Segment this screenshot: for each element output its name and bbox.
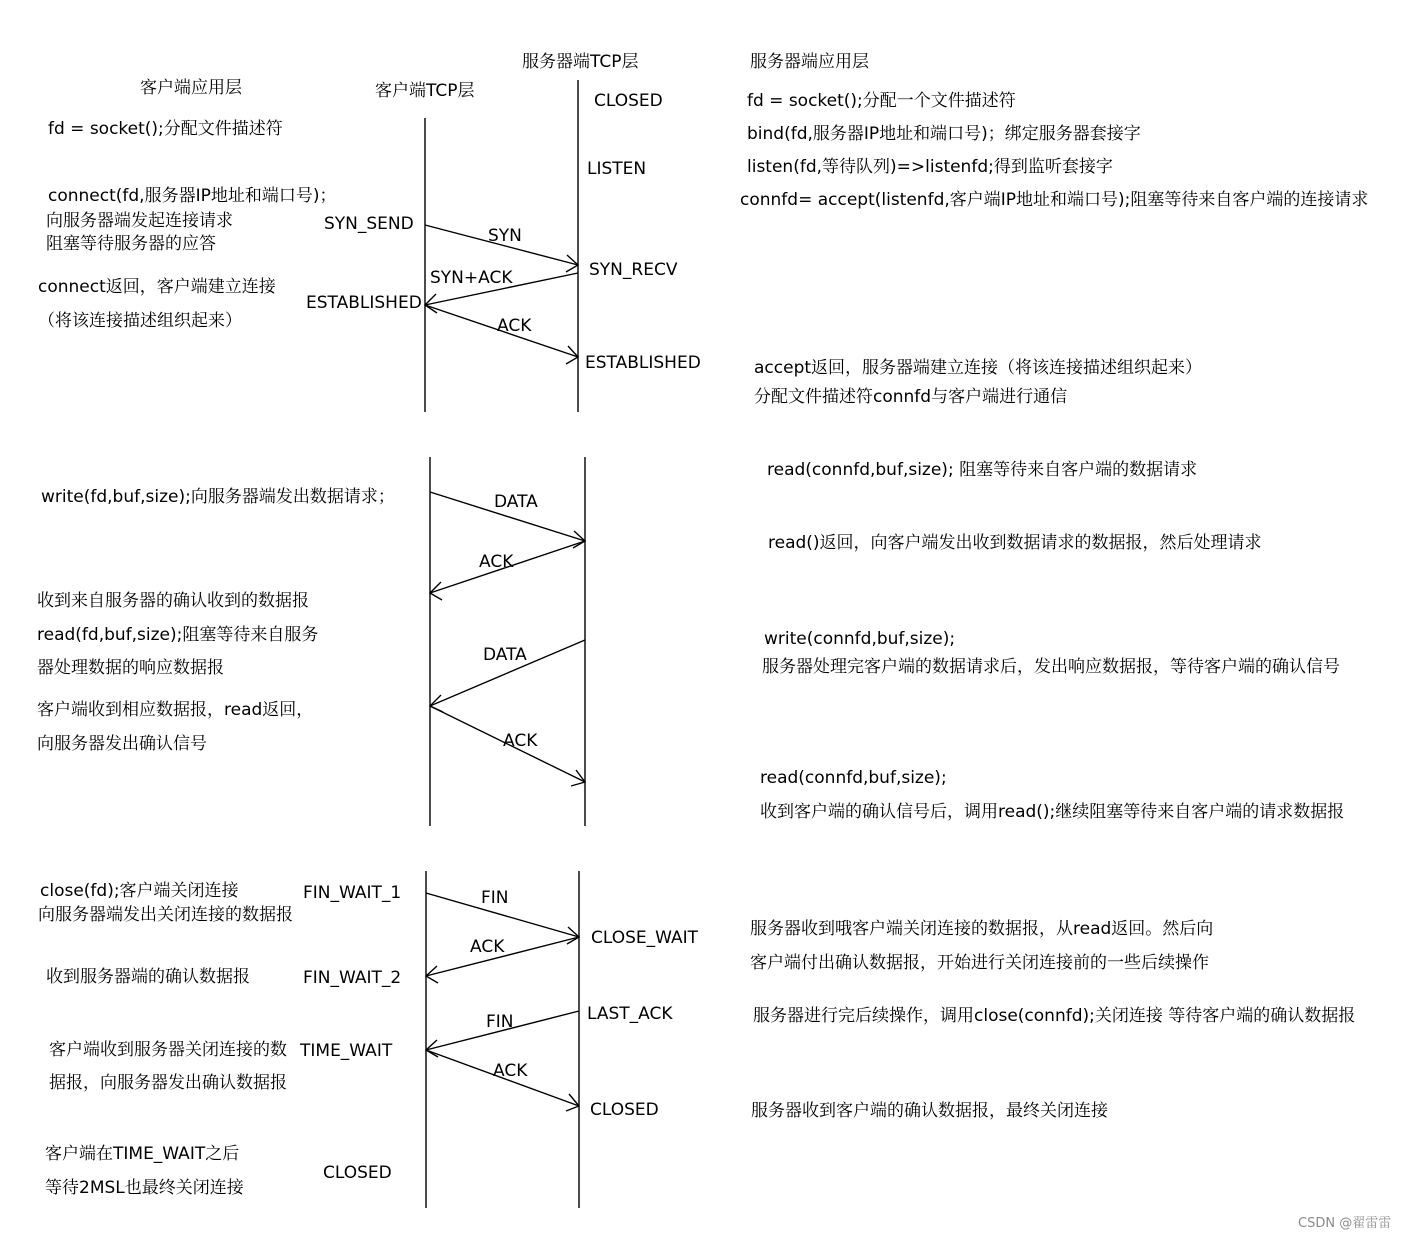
server-state-close-wait: CLOSE_WAIT bbox=[591, 928, 699, 948]
server-note-write: write(connfd,buf,size); bbox=[764, 629, 956, 649]
header-client-app: 客户端应用层 bbox=[140, 78, 242, 98]
client-note-read: read(fd,buf,size);阻塞等待来自服务 bbox=[37, 625, 319, 645]
client-note-read-return: 客户端收到相应数据报，read返回， bbox=[37, 700, 314, 720]
message-syn: SYN bbox=[488, 226, 522, 246]
header-server-app: 服务器端应用层 bbox=[750, 52, 869, 72]
client-state-time-wait: TIME_WAIT bbox=[300, 1041, 393, 1061]
header-client-tcp: 客户端TCP层 bbox=[375, 81, 475, 101]
message-ack-2: ACK bbox=[503, 731, 538, 751]
server-note-read-2-desc: 收到客户端的确认信号后，调用read();继续阻塞等待来自客户端的请求数据报 bbox=[760, 802, 1345, 822]
client-note-send-ack: 向服务器发出确认信号 bbox=[37, 734, 207, 754]
client-note-time-wait: 客户端在TIME_WAIT之后 bbox=[45, 1144, 240, 1164]
server-note-read-1: read(connfd,buf,size); 阻塞等待来自客户端的数据请求 bbox=[767, 460, 1198, 480]
client-state-syn-send: SYN_SEND bbox=[324, 214, 414, 234]
client-state-fin-wait-2: FIN_WAIT_2 bbox=[303, 968, 402, 988]
message-ack-4: ACK bbox=[493, 1061, 528, 1081]
client-note-read-cont: 器处理数据的响应数据报 bbox=[37, 658, 224, 678]
message-fin-2: FIN bbox=[486, 1012, 514, 1032]
server-note-received-fin: 服务器收到哦客户端关闭连接的数据报，从read返回。然后向 bbox=[750, 919, 1214, 939]
client-note-received-ack: 收到来自服务器的确认收到的数据报 bbox=[37, 591, 309, 611]
client-note-send-request: 向服务器端发起连接请求 bbox=[46, 211, 233, 231]
client-note-write: write(fd,buf,size);向服务器端发出数据请求； bbox=[41, 487, 395, 507]
server-state-closed: CLOSED bbox=[594, 91, 663, 111]
message-ack-1: ACK bbox=[479, 552, 514, 572]
client-note-received-ack-close: 收到服务器端的确认数据报 bbox=[46, 967, 250, 987]
client-note-connect-return: connect返回，客户端建立连接 bbox=[38, 277, 276, 297]
server-note-socket: fd = socket();分配一个文件描述符 bbox=[747, 91, 1016, 111]
client-note-socket: fd = socket();分配文件描述符 bbox=[48, 119, 283, 139]
server-state-last-ack: LAST_ACK bbox=[587, 1004, 673, 1024]
client-note-received-fin: 客户端收到服务器关闭连接的数 bbox=[49, 1040, 287, 1060]
client-note-send-ack-close: 据报，向服务器发出确认数据报 bbox=[49, 1073, 287, 1093]
server-note-close: 服务器进行完后续操作，调用close(connfd);关闭连接 等待客户端的确认数据报 bbox=[753, 1006, 1356, 1026]
server-note-bind: bind(fd,服务器IP地址和端口号)；绑定服务器套接字 bbox=[747, 124, 1141, 144]
message-ack: ACK bbox=[497, 316, 532, 336]
server-note-listen: listen(fd,等待队列)=>listenfd;得到监听套接字 bbox=[747, 157, 1113, 177]
message-data-1: DATA bbox=[494, 492, 538, 512]
client-note-connect: connect(fd,服务器IP地址和端口号)； bbox=[48, 186, 337, 206]
client-note-send-fin: 向服务器端发出关闭连接的数据报 bbox=[38, 905, 293, 925]
client-note-close: close(fd);客户端关闭连接 bbox=[40, 881, 239, 901]
client-note-wait-reply: 阻塞等待服务器的应答 bbox=[46, 234, 216, 254]
server-note-final-close: 服务器收到客户端的确认数据报，最终关闭连接 bbox=[751, 1101, 1108, 1121]
header-server-tcp: 服务器端TCP层 bbox=[522, 52, 639, 72]
client-note-2msl: 等待2MSL也最终关闭连接 bbox=[45, 1178, 244, 1198]
server-note-accept-return: accept返回，服务器端建立连接（将该连接描述组织起来） bbox=[754, 358, 1203, 378]
message-syn-ack: SYN+ACK bbox=[430, 268, 513, 288]
client-state-established: ESTABLISHED bbox=[306, 293, 422, 313]
message-ack-3: ACK bbox=[470, 937, 505, 957]
server-state-closed-final: CLOSED bbox=[590, 1100, 659, 1120]
client-note-organize: （将该连接描述组织起来） bbox=[38, 311, 242, 331]
server-note-write-desc: 服务器处理完客户端的数据请求后，发出响应数据报，等待客户端的确认信号 bbox=[762, 657, 1340, 677]
server-note-send-ack: 客户端付出确认数据报，开始进行关闭连接前的一些后续操作 bbox=[750, 953, 1209, 973]
client-state-fin-wait-1: FIN_WAIT_1 bbox=[303, 883, 402, 903]
client-state-closed: CLOSED bbox=[323, 1163, 392, 1183]
server-note-read-return: read()返回，向客户端发出收到数据请求的数据报，然后处理请求 bbox=[768, 533, 1262, 553]
server-note-connfd: 分配文件描述符connfd与客户端进行通信 bbox=[754, 387, 1068, 407]
message-data-2: DATA bbox=[483, 645, 527, 665]
server-state-established: ESTABLISHED bbox=[585, 353, 701, 373]
server-state-listen: LISTEN bbox=[587, 159, 647, 179]
server-note-accept: connfd= accept(listenfd,客户端IP地址和端口号);阻塞等待来自客户端的连接请求 bbox=[740, 190, 1369, 210]
server-state-syn-recv: SYN_RECV bbox=[589, 260, 678, 280]
watermark: CSDN @翟雷雷 bbox=[1298, 1216, 1392, 1231]
message-fin-1: FIN bbox=[481, 888, 509, 908]
server-note-read-2: read(connfd,buf,size); bbox=[760, 768, 947, 788]
